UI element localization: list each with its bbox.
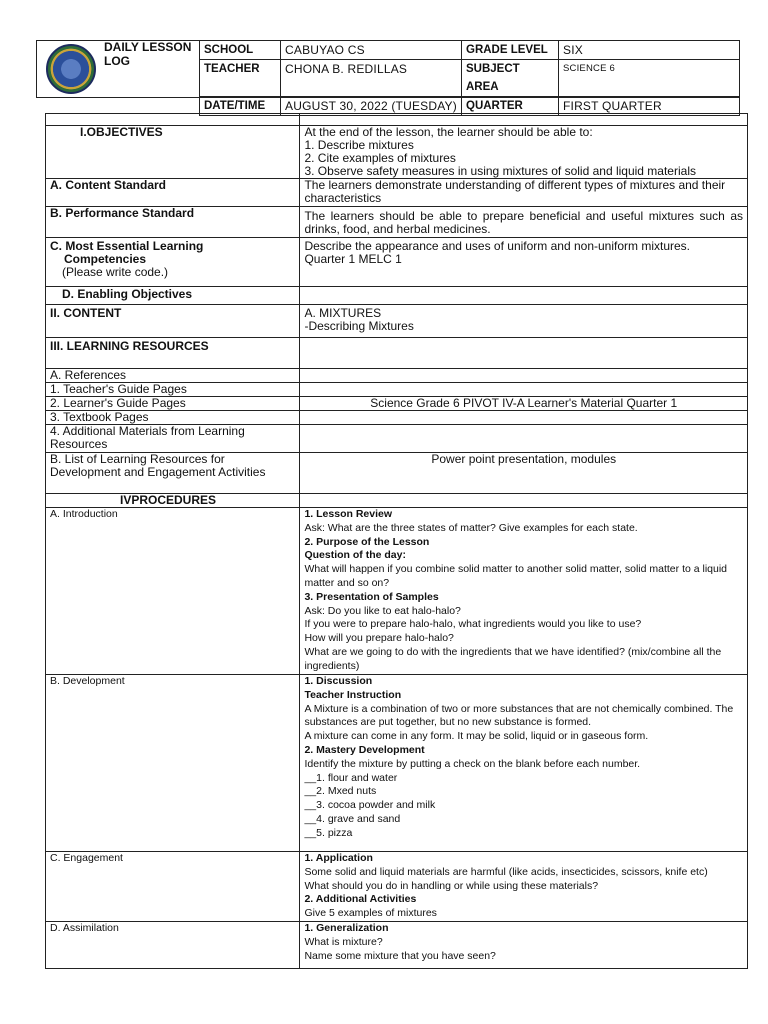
assimilation-line: What is mixture? [304,935,383,948]
intro-line: What will happen if you combine solid matter to another solid matter, solid matter to a liquid matter and so on? [304,563,728,589]
content-label: II. CONTENT [46,305,300,338]
learners-guide-value: Science Grade 6 PIVOT IV-A Learner's Material Quarter 1 [300,397,748,411]
quarter-value: FIRST QUARTER [559,97,740,116]
objective-item: 1. Describe mixtures [304,138,414,152]
additional-activities-heading: 2. Additional Activities [304,893,417,906]
list-item: __1. flour and water [304,771,398,784]
additional-materials-row [46,425,748,453]
competencies-label-2: Competencies [64,252,147,266]
intro-line: How will you prepare halo-halo? [304,632,454,645]
teachers-guide-row [46,383,748,397]
references-label: A. References [46,369,300,383]
quarter-label: QUARTER [462,97,559,116]
introduction-row [46,508,748,675]
discussion-heading: 1. Discussion [304,675,373,687]
question-heading: Question of the day: [304,549,406,562]
samples-heading: 3. Presentation of Samples [304,590,439,603]
assimilation-row [46,921,748,968]
content-standard-label: A. Content Standard [46,179,300,207]
additional-materials-label: 4. Additional Materials from Learning Resources [46,425,300,453]
objective-item: 3. Observe safety measures in using mixtures of solid and liquid materials [304,164,696,178]
grade-value: SIX [559,41,740,60]
development-row [46,675,748,852]
intro-line: Ask: Do you like to eat halo-halo? [304,604,461,617]
procedures-row [46,494,748,508]
intro-line: What are we going to do with the ingredients that we have identified? (mix/combine all the ingredients) [304,645,722,672]
development-label: B. Development [46,675,300,852]
table-row [46,114,748,126]
lesson-table [45,113,748,969]
engagement-line: What should you do in handling or while using these materials? [304,879,599,892]
textbook-row [46,411,748,425]
objectives-label: I.OBJECTIVES [46,126,300,179]
subject-label: SUBJECT AREA [462,60,559,97]
list-item: __5. pizza [304,826,353,839]
resources-label: III. LEARNING RESOURCES [46,338,300,369]
content-line-2: -Describing Mixtures [304,319,414,333]
engagement-line: Give 5 examples of mixtures [304,907,437,920]
list-item: __2. Mxed nuts [304,785,377,798]
development-line: A mixture can come in any form. It may be solid, liquid or in gaseous form. [304,730,649,743]
list-item: __3. cocoa powder and milk [304,799,436,812]
competencies-code: Quarter 1 MELC 1 [304,252,402,266]
development-line: Identify the mixture by putting a check on the blank before each number. [304,757,641,770]
header-table [199,40,740,116]
purpose-heading: 2. Purpose of the Lesson [304,535,430,548]
list-item: __4. grave and sand [304,812,401,825]
competencies-note: (Please write code.) [62,265,169,279]
performance-standard-text: The learners should be able to prepare beneficial and useful mixtures such as drinks, food, and herbal medicines. [300,207,748,238]
list-of-resources-label: B. List of Learning Resources for Development and Engagement Activities [46,453,300,494]
content-line-1: A. MIXTURES [304,306,382,320]
engagement-label: C. Engagement [46,852,300,922]
competencies-text: Describe the appearance and uses of uniform and non-uniform mixtures. [304,239,691,253]
intro-line: Ask: What are the three states of matter? Give examples for each state. [304,521,638,534]
mastery-heading: 2. Mastery Development [304,743,425,756]
engagement-line: Some solid and liquid materials are harmful (like acids, insecticides, scissors, knife etc) [304,865,708,878]
content-row [46,305,748,338]
lesson-review-heading: 1. Lesson Review [304,508,393,520]
engagement-row [46,852,748,922]
list-of-resources-value: Power point presentation, modules [300,453,748,494]
learners-guide-row [46,397,748,411]
enabling-objectives-label: D. Enabling Objectives [46,287,300,305]
objectives-row [46,126,748,179]
intro-line: If you were to prepare halo-halo, what ingredients would you like to use? [304,618,642,631]
assimilation-label: D. Assimilation [46,921,300,968]
school-value: CABUYAO CS [281,41,462,60]
references-row [46,369,748,383]
procedures-label: IVPROCEDURES [46,494,300,508]
introduction-label: A. Introduction [46,508,300,675]
performance-standard-row [46,207,748,238]
objectives-intro: At the end of the lesson, the learner should be able to: [304,125,593,139]
textbook-label: 3. Textbook Pages [46,411,300,425]
application-heading: 1. Application [304,852,373,864]
teacher-value: CHONA B. REDILLAS [281,60,462,97]
assimilation-line: Name some mixture that you have seen? [304,949,496,962]
date-value: AUGUST 30, 2022 (TUESDAY) [281,97,462,116]
enabling-objectives-row [46,287,748,305]
competencies-label: C. Most Essential Learning [50,239,204,253]
learners-guide-label: 2. Learner's Guide Pages [46,397,300,411]
performance-standard-label: B. Performance Standard [46,207,300,238]
content-standard-text: The learners demonstrate understanding of different types of mixtures and their characteristics [300,179,748,207]
generalization-heading: 1. Generalization [304,921,389,934]
deped-seal-logo [46,44,96,94]
date-label: DATE/TIME [200,97,281,116]
resources-row [46,338,748,369]
doc-title: DAILY LESSON LOG [104,40,192,68]
objective-item: 2. Cite examples of mixtures [304,151,456,165]
subject-value: SCIENCE 6 [559,60,740,97]
development-line: A Mixture is a combination of two or more substances that are not chemically combined. The substances are put together, but no new substance is formed. [304,702,734,729]
school-label: SCHOOL [200,41,281,60]
teacher-label: TEACHER [200,60,281,97]
teacher-instruction-heading: Teacher Instruction [304,688,402,701]
list-of-resources-row [46,453,748,494]
competencies-row [46,238,748,287]
grade-label: GRADE LEVEL [462,41,559,60]
content-standard-row [46,179,748,207]
teachers-guide-label: 1. Teacher's Guide Pages [46,383,300,397]
